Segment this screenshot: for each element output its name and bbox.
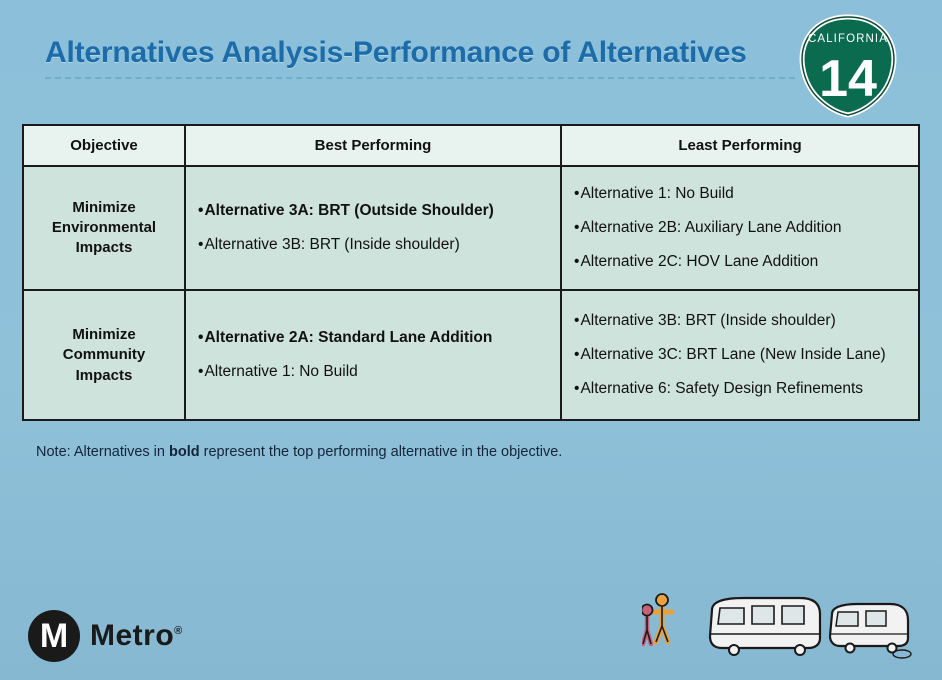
least-performing-cell	[562, 167, 918, 289]
list-item-label: Alternative 3A: BRT (Outside Shoulder)	[204, 202, 494, 220]
page-title: Alternatives Analysis-Performance of Alternatives	[45, 36, 747, 69]
bullet-dot-icon: •	[574, 346, 580, 364]
list-item	[198, 328, 548, 348]
list-item	[198, 201, 548, 221]
list-item-label: Alternative 1: No Build	[204, 363, 358, 381]
table-header-row	[24, 126, 918, 167]
column-header-best-performing: Best Performing	[186, 126, 562, 165]
metro-wordmark	[90, 619, 183, 653]
best-performing-cell	[186, 291, 562, 419]
note-bold-word: bold	[169, 444, 200, 460]
list-item	[574, 379, 906, 399]
list-item	[574, 218, 906, 238]
list-item-label: Alternative 6: Safety Design Refinements	[580, 380, 864, 398]
note-prefix: Note: Alternatives in	[36, 444, 169, 460]
bullet-dot-icon: •	[574, 380, 580, 398]
list-item-label: Alternative 2A: Standard Lane Addition	[204, 329, 493, 347]
list-item	[198, 362, 548, 382]
alternatives-table	[22, 124, 920, 421]
objective-label: Minimize Environmental Impacts	[51, 198, 157, 257]
column-header-least-performing: Least Performing	[562, 126, 918, 165]
metro-m-icon: M	[28, 610, 80, 662]
bullet-dot-icon: •	[198, 329, 204, 347]
list-item	[574, 252, 906, 272]
column-header-objective: Objective	[24, 126, 186, 165]
svg-text:CALIFORNIA: CALIFORNIA	[807, 33, 889, 45]
list-item	[574, 311, 906, 331]
list-item-label: Alternative 2C: HOV Lane Addition	[580, 253, 819, 271]
bullet-dot-icon: •	[198, 202, 204, 220]
california-route-shield-icon	[792, 14, 904, 118]
trademark-symbol: ®	[174, 625, 183, 637]
list-item-label: Alternative 3B: BRT (Inside shoulder)	[580, 312, 836, 330]
light-rail-icon	[710, 598, 820, 655]
bullet-dot-icon: •	[574, 312, 580, 330]
list-item	[574, 345, 906, 365]
bullet-dot-icon: •	[574, 219, 580, 237]
objective-label: Minimize Community Impacts	[62, 326, 146, 384]
title-block	[45, 36, 815, 79]
transit-artwork	[642, 580, 912, 666]
bullet-dot-icon: •	[198, 363, 204, 381]
bullet-dot-icon: •	[574, 185, 580, 202]
title-divider	[45, 77, 795, 79]
note-suffix: represent the top performing alternative in the objective.	[199, 444, 563, 460]
list-item	[574, 184, 906, 204]
bus-icon	[830, 604, 911, 658]
least-performing-cell	[562, 291, 918, 419]
bullet-dot-icon: •	[574, 253, 580, 271]
table-row	[24, 167, 918, 291]
list-item-label: Alternative 3C: BRT Lane (New Inside Lane)	[580, 346, 886, 364]
metro-logo	[28, 610, 183, 662]
objective-cell	[24, 167, 186, 289]
best-performing-cell	[186, 167, 562, 289]
table-row	[24, 291, 918, 419]
svg-text:14: 14	[819, 50, 877, 108]
table-note	[36, 444, 562, 460]
metro-wordmark-label: Metro	[90, 619, 175, 652]
objective-cell	[24, 291, 186, 419]
list-item-label: Alternative 2B: Auxiliary Lane Addition	[580, 219, 842, 237]
list-item-label: Alternative 3B: BRT (Inside shoulder)	[204, 236, 460, 254]
pedestrians-icon	[642, 594, 672, 644]
list-item-label: Alternative 1: No Build	[580, 185, 734, 202]
bullet-dot-icon: •	[198, 236, 204, 254]
list-item	[198, 235, 548, 255]
